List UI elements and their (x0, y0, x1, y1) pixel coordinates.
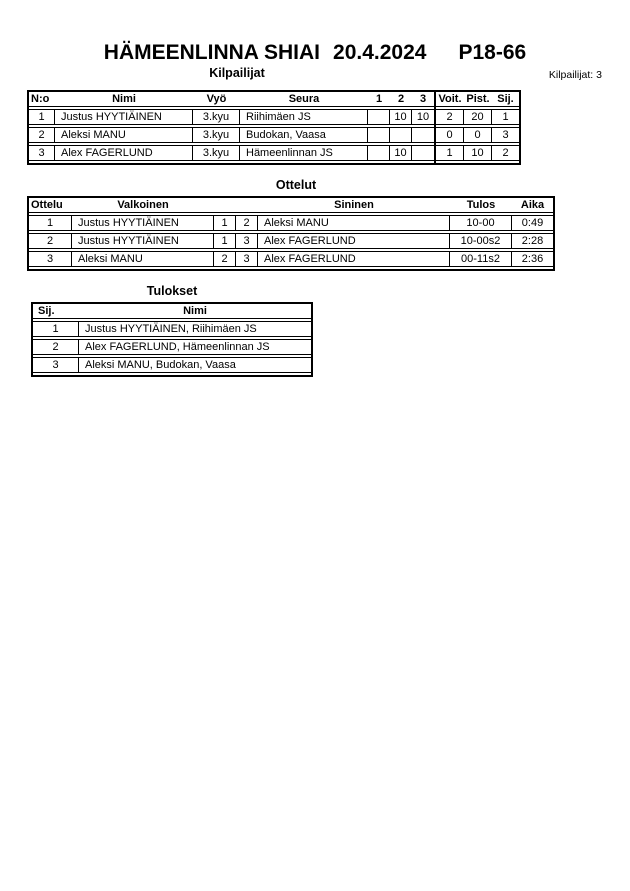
col-header-ottelu: Ottelu (31, 199, 63, 211)
cell-no: 2 (29, 128, 55, 142)
cell-m3: 10 (416, 111, 430, 123)
ottelut-header-row (29, 198, 553, 213)
cell-m2: 10 (390, 110, 412, 124)
ottelut-heading: Ottelut (275, 178, 317, 192)
event-date: 20.4.2024 (333, 41, 427, 64)
table-row (29, 233, 553, 249)
cell-valkoinen: Justus HYYTIÄINEN (72, 234, 214, 248)
col-header-1: 1 (375, 93, 383, 105)
cell-sij: 1 (502, 111, 509, 123)
cell-n1: 2 (214, 252, 236, 266)
cell-ottelu: 1 (29, 216, 72, 230)
cell-vyo: 3.kyu (193, 110, 240, 124)
cell-voit: 1 (436, 146, 464, 160)
col-header-vyo: Vyö (206, 93, 227, 105)
cell-valkoinen: Justus HYYTIÄINEN (72, 216, 214, 230)
cell-n2: 3 (236, 252, 258, 266)
cell-aika: 2:36 (521, 253, 544, 265)
col-header-nimi: Nimi (183, 305, 207, 317)
col-header-sij: Sij. (497, 93, 514, 105)
cell-m2: 10 (390, 146, 412, 160)
col-header-blank2 (236, 198, 258, 212)
col-header-blank1 (214, 198, 236, 212)
cell-aika: 0:49 (521, 217, 544, 229)
tulokset-table (31, 302, 313, 377)
cell-m1 (368, 146, 390, 160)
cell-m1 (368, 128, 390, 142)
cell-nimi: Justus HYYTIÄINEN (55, 110, 193, 124)
cell-sij: 2 (502, 147, 509, 159)
col-header-pist: Pist. (466, 93, 490, 105)
cell-vyo: 3.kyu (193, 128, 240, 142)
cell-pist: 0 (464, 128, 492, 142)
col-header-seura: Seura (288, 93, 320, 105)
cell-voit: 0 (436, 128, 464, 142)
table-row (33, 357, 311, 373)
kilpailijat-heading: Kilpailijat (209, 66, 265, 80)
cell-ottelu: 3 (29, 252, 72, 266)
col-header-3: 3 (419, 93, 427, 105)
cell-n2: 2 (236, 216, 258, 230)
cell-m3 (412, 146, 434, 160)
table-row (29, 215, 553, 231)
ottelut-table (27, 196, 555, 271)
cell-n2: 3 (236, 234, 258, 248)
cell-no: 3 (29, 146, 55, 160)
cell-nimi: Aleksi MANU, Budokan, Vaasa (85, 359, 236, 371)
col-header-nimi: Nimi (112, 93, 136, 105)
cell-seura: Budokan, Vaasa (240, 128, 368, 142)
cell-tulos: 10-00s2 (450, 234, 512, 248)
kilpailijat-table (27, 90, 521, 165)
cell-m3 (412, 128, 434, 142)
tulokset-heading: Tulokset (146, 284, 198, 298)
cell-m2 (390, 128, 412, 142)
cell-sij: 2 (33, 340, 79, 354)
cell-pist: 10 (464, 146, 492, 160)
kilpailijat-header-row (29, 92, 519, 107)
col-header-2: 2 (397, 93, 405, 105)
cell-voit: 2 (436, 110, 464, 124)
col-header-tulos: Tulos (466, 199, 496, 211)
table-row (29, 145, 519, 161)
cell-seura: Riihimäen JS (240, 110, 368, 124)
table-row (29, 127, 519, 143)
cell-nimi: Alex FAGERLUND (55, 146, 193, 160)
thick-column-divider (434, 92, 436, 163)
cell-sij: 3 (33, 358, 79, 372)
cell-sininen: Alex FAGERLUND (258, 234, 450, 248)
col-header-voit: Voit. (438, 93, 462, 105)
table-row (29, 251, 553, 267)
cell-aika: 2:28 (521, 235, 544, 247)
cell-ottelu: 2 (29, 234, 72, 248)
cell-sij: 3 (502, 129, 509, 141)
cell-nimi: Alex FAGERLUND, Hämeenlinnan JS (85, 341, 270, 353)
cell-tulos: 00-11s2 (450, 252, 512, 266)
cell-sininen: Alex FAGERLUND (258, 252, 450, 266)
cell-n1: 1 (214, 216, 236, 230)
cell-pist: 20 (464, 110, 492, 124)
col-header-sininen: Sininen (334, 199, 374, 211)
col-header-sij: Sij. (38, 305, 55, 317)
cell-tulos: 10-00 (450, 216, 512, 230)
tulokset-header-row (33, 304, 311, 319)
page-title (0, 41, 630, 65)
cell-vyo: 3.kyu (193, 146, 240, 160)
table-row (33, 321, 311, 337)
table-row (29, 109, 519, 125)
competitors-count-label: Kilpailijat: 3 (548, 69, 602, 81)
cell-valkoinen: Aleksi MANU (72, 252, 214, 266)
cell-nimi: Aleksi MANU (55, 128, 193, 142)
cell-nimi: Justus HYYTIÄINEN, Riihimäen JS (85, 323, 257, 335)
category-code: P18-66 (458, 41, 527, 64)
col-header-valkoinen: Valkoinen (117, 199, 169, 211)
cell-no: 1 (29, 110, 55, 124)
col-header-no: N:o (31, 93, 50, 105)
cell-sininen: Aleksi MANU (258, 216, 450, 230)
cell-n1: 1 (214, 234, 236, 248)
cell-m1 (368, 110, 390, 124)
col-header-aika: Aika (520, 199, 545, 211)
table-row (33, 339, 311, 355)
cell-sij: 1 (33, 322, 79, 336)
cell-seura: Hämeenlinnan JS (240, 146, 368, 160)
event-name: HÄMEENLINNA SHIAI (103, 41, 321, 64)
